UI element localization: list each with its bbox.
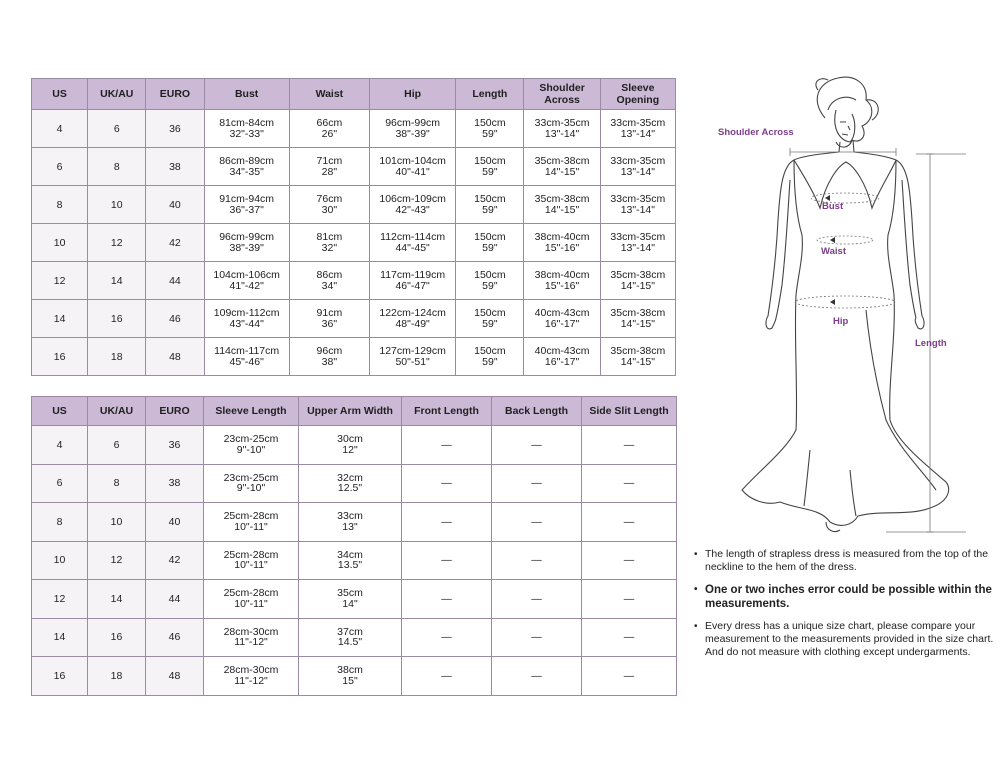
upper-arm-width-inch: 14"	[342, 597, 358, 610]
sleeve-length-cm: 25cm-28cm	[223, 587, 279, 600]
bust-cell	[204, 148, 289, 186]
sleeve-length-cell	[204, 426, 299, 465]
dress-illustration	[690, 70, 1000, 540]
upper-arm-width-inch: 15"	[342, 674, 358, 687]
euro-size-cell: 38	[146, 464, 204, 503]
euro-size-cell: 44	[146, 262, 204, 300]
shoulder-cm: 40cm-43cm	[534, 307, 590, 319]
sleeve-length-cm: 28cm-30cm	[223, 625, 279, 638]
waist-cell	[289, 338, 369, 376]
waist-inch: 38"	[321, 355, 338, 368]
waist-cm: 86cm	[316, 269, 343, 281]
waist-cm: 81cm	[316, 231, 343, 243]
sleeve-length-cell	[204, 541, 299, 580]
length-cm: 150cm	[474, 345, 506, 357]
side-slit-length-cell: —	[582, 464, 677, 503]
size-chart-table-sleeves	[31, 396, 677, 696]
upper-arm-width-inch: 12"	[342, 443, 358, 456]
waist-inch: 28"	[321, 165, 338, 178]
sleeve-length-inch: 10"-11"	[234, 520, 268, 533]
us-size-cell: 8	[32, 503, 88, 542]
us-size-cell: 4	[32, 110, 88, 148]
length-cell	[456, 300, 524, 338]
waist-cell	[289, 262, 369, 300]
sleeve-cell	[600, 186, 675, 224]
shoulder-inch: 16"-17"	[544, 355, 580, 368]
shoulder-inch: 15"-16"	[544, 279, 580, 292]
bust-cell	[204, 186, 289, 224]
sleeve-length-inch: 10"-11"	[234, 597, 268, 610]
back-length-cell: —	[492, 618, 582, 657]
hip-label: Hip	[833, 316, 849, 327]
header-bust: Bust	[204, 79, 289, 110]
header-hip: Hip	[370, 79, 456, 110]
euro-size-cell: 42	[146, 541, 204, 580]
front-length-cell: —	[402, 580, 492, 619]
sleeve-length-cell	[204, 657, 299, 696]
euro-size-cell: 48	[146, 338, 204, 376]
side-slit-length-cell: —	[582, 503, 677, 542]
bust-cm: 96cm-99cm	[219, 231, 275, 243]
table-header-row	[32, 79, 676, 110]
sleeve-length-inch: 10"-11"	[234, 559, 268, 572]
hip-cm: 101cm-104cm	[379, 155, 446, 167]
sleeve-length-inch: 9"-10"	[236, 482, 266, 495]
sleeve-cm: 35cm-38cm	[610, 345, 666, 357]
sleeve-inch: 14"-15"	[620, 317, 655, 330]
back-length-cell: —	[492, 503, 582, 542]
table-row	[32, 580, 677, 619]
upper-arm-width-cell	[299, 618, 402, 657]
waist-cm: 71cm	[316, 155, 343, 167]
sleeve-inch: 13"-14"	[620, 203, 655, 216]
upper-arm-width-inch: 14.5"	[337, 636, 363, 649]
length-inch: 59"	[482, 317, 498, 330]
table-row	[32, 541, 677, 580]
table-row	[32, 262, 676, 300]
euro-size-cell: 40	[146, 186, 204, 224]
length-cell	[456, 338, 524, 376]
shoulder-cell	[524, 186, 600, 224]
us-size-cell: 12	[32, 262, 88, 300]
sleeve-length-cm: 25cm-28cm	[223, 510, 279, 523]
upper-arm-width-cm: 33cm	[337, 510, 363, 523]
sleeve-length-cm: 25cm-28cm	[223, 548, 279, 561]
bust-cell	[204, 224, 289, 262]
uk-size-cell: 10	[88, 186, 146, 224]
length-cell	[456, 148, 524, 186]
bust-label: Bust	[822, 201, 844, 212]
header-sleeve-opening: Sleeve Opening	[600, 79, 675, 110]
hip-cm: 117cm-119cm	[380, 269, 446, 281]
side-slit-length-cell: —	[582, 657, 677, 696]
hip-inch: 50"-51"	[395, 355, 430, 368]
us-size-cell: 6	[32, 464, 88, 503]
upper-arm-width-cm: 30cm	[337, 433, 363, 446]
sleeve-cell	[600, 148, 675, 186]
uk-size-cell: 12	[88, 224, 146, 262]
waist-inch: 34"	[321, 279, 338, 292]
bust-cm: 109cm-112cm	[213, 307, 280, 319]
sleeve-inch: 14"-15"	[620, 279, 655, 292]
sleeve-length-inch: 11"-12"	[234, 636, 268, 649]
sleeve-cell	[600, 110, 675, 148]
shoulder-inch: 14"-15"	[544, 203, 580, 216]
header-waist: Waist	[289, 79, 369, 110]
sleeve-inch: 13"-14"	[620, 127, 655, 140]
waist-inch: 32"	[321, 241, 338, 254]
bust-inch: 34"-35"	[229, 165, 264, 178]
uk-size-cell: 16	[88, 300, 146, 338]
waist-cm: 91cm	[316, 307, 343, 319]
header-side-slit-length: Side Slit Length	[582, 397, 677, 426]
euro-size-cell: 36	[146, 426, 204, 465]
shoulder-inch: 15"-16"	[544, 241, 580, 254]
euro-size-cell: 46	[146, 618, 204, 657]
hip-inch: 40"-41"	[395, 165, 430, 178]
table-row	[32, 148, 676, 186]
uk-size-cell: 14	[88, 580, 146, 619]
length-label: Length	[915, 338, 947, 349]
upper-arm-width-cell	[299, 426, 402, 465]
hip-cm: 122cm-124cm	[379, 307, 446, 319]
front-length-cell: —	[402, 541, 492, 580]
shoulder-inch: 14"-15"	[544, 165, 580, 178]
note-text: Every dress has a unique size chart, please compare your measurement to the measurements provided in the size chart. And do not measure with clothing except undergarments.	[705, 620, 994, 658]
bust-cm: 91cm-94cm	[219, 193, 275, 205]
shoulder-cm: 40cm-43cm	[534, 345, 590, 357]
bust-inch: 41"-42"	[229, 279, 264, 292]
bust-cm: 86cm-89cm	[219, 155, 275, 167]
uk-size-cell: 12	[88, 541, 146, 580]
us-size-cell: 14	[32, 618, 88, 657]
sleeve-cm: 33cm-35cm	[610, 193, 666, 205]
bust-cm: 81cm-84cm	[219, 117, 275, 129]
waist-cell	[289, 148, 369, 186]
uk-size-cell: 14	[88, 262, 146, 300]
sleeve-length-cm: 28cm-30cm	[223, 664, 279, 677]
header-sleeve-length: Sleeve Length	[204, 397, 299, 426]
note-item	[694, 620, 994, 659]
length-cm: 150cm	[474, 117, 506, 129]
bust-inch: 36"-37"	[229, 203, 264, 216]
length-inch: 59"	[482, 203, 498, 216]
us-size-cell: 14	[32, 300, 88, 338]
upper-arm-width-cell	[299, 503, 402, 542]
table-row	[32, 224, 676, 262]
back-length-cell: —	[492, 464, 582, 503]
header-upper-arm-width: Upper Arm Width	[299, 397, 402, 426]
hip-cell	[370, 110, 456, 148]
header-euro: EURO	[146, 397, 204, 426]
shoulder-cm: 33cm-35cm	[534, 117, 590, 129]
uk-size-cell: 8	[88, 464, 146, 503]
length-inch: 59"	[482, 165, 498, 178]
hip-cm: 127cm-129cm	[379, 345, 446, 357]
bust-cm: 104cm-106cm	[213, 269, 280, 281]
table-row	[32, 618, 677, 657]
hip-cm: 96cm-99cm	[385, 117, 441, 129]
upper-arm-width-cm: 38cm	[337, 664, 363, 677]
sleeve-length-cell	[204, 580, 299, 619]
uk-size-cell: 16	[88, 618, 146, 657]
us-size-cell: 16	[32, 338, 88, 376]
shoulder-cm: 35cm-38cm	[534, 193, 590, 205]
front-length-cell: —	[402, 503, 492, 542]
sleeve-cm: 33cm-35cm	[610, 117, 666, 129]
hip-cm: 112cm-114cm	[380, 231, 446, 243]
euro-size-cell: 48	[146, 657, 204, 696]
upper-arm-width-cell	[299, 464, 402, 503]
hip-cell	[370, 186, 456, 224]
hip-inch: 46"-47"	[395, 279, 430, 292]
length-cell	[456, 262, 524, 300]
waist-inch: 30"	[321, 203, 338, 216]
bullet-icon: •	[694, 621, 698, 632]
bullet-icon: •	[694, 584, 698, 595]
bust-cell	[204, 300, 289, 338]
length-cm: 150cm	[474, 193, 506, 205]
sleeve-cell	[600, 338, 675, 376]
header-us: US	[32, 397, 88, 426]
sleeve-cm: 35cm-38cm	[610, 269, 666, 281]
shoulder-cm: 38cm-40cm	[534, 269, 590, 281]
uk-size-cell: 18	[88, 657, 146, 696]
bust-inch: 43"-44"	[229, 317, 264, 330]
header-uk-au: UK/AU	[88, 397, 146, 426]
back-length-cell: —	[492, 426, 582, 465]
shoulder-cell	[524, 262, 600, 300]
upper-arm-width-cm: 34cm	[337, 548, 363, 561]
header-length: Length	[456, 79, 524, 110]
table-row	[32, 426, 677, 465]
waist-cell	[289, 224, 369, 262]
bust-cm: 114cm-117cm	[214, 345, 280, 357]
table-body	[32, 426, 677, 696]
waist-cm: 66cm	[316, 117, 343, 129]
sleeve-length-inch: 11"-12"	[234, 674, 268, 687]
shoulder-cm: 38cm-40cm	[534, 231, 590, 243]
waist-label: Waist	[821, 246, 846, 257]
header-uk-au: UK/AU	[88, 79, 146, 110]
sleeve-length-cell	[204, 618, 299, 657]
hip-cell	[370, 338, 456, 376]
shoulder-across-label: Shoulder Across	[718, 127, 794, 138]
hip-inch: 44"-45"	[395, 241, 430, 254]
bust-inch: 45"-46"	[229, 355, 264, 368]
euro-size-cell: 46	[146, 300, 204, 338]
bust-inch: 38"-39"	[229, 241, 264, 254]
sleeve-length-cell	[204, 503, 299, 542]
shoulder-cell	[524, 300, 600, 338]
shoulder-cm: 35cm-38cm	[534, 155, 590, 167]
shoulder-inch: 16"-17"	[544, 317, 580, 330]
side-slit-length-cell: —	[582, 580, 677, 619]
us-size-cell: 8	[32, 186, 88, 224]
upper-arm-width-cm: 37cm	[337, 625, 363, 638]
hip-cm: 106cm-109cm	[379, 193, 446, 205]
waist-inch: 36"	[321, 317, 338, 330]
waist-cell	[289, 300, 369, 338]
front-length-cell: —	[402, 657, 492, 696]
length-inch: 59"	[482, 279, 498, 292]
sleeve-length-cm: 23cm-25cm	[223, 471, 279, 484]
upper-arm-width-cell	[299, 657, 402, 696]
back-length-cell: —	[492, 580, 582, 619]
header-euro: EURO	[146, 79, 204, 110]
length-inch: 59"	[482, 355, 498, 368]
sleeve-inch: 14"-15"	[620, 355, 655, 368]
euro-size-cell: 36	[146, 110, 204, 148]
hip-cell	[370, 224, 456, 262]
header-back-length: Back Length	[492, 397, 582, 426]
table-row	[32, 338, 676, 376]
upper-arm-width-inch: 12.5"	[337, 482, 363, 495]
side-slit-length-cell: —	[582, 426, 677, 465]
length-cell	[456, 186, 524, 224]
table-row	[32, 657, 677, 696]
header-us: US	[32, 79, 88, 110]
sleeve-length-cm: 23cm-25cm	[223, 433, 279, 446]
length-cm: 150cm	[474, 155, 506, 167]
side-slit-length-cell: —	[582, 618, 677, 657]
uk-size-cell: 6	[88, 110, 146, 148]
sleeve-cell	[600, 300, 675, 338]
length-inch: 59"	[482, 127, 498, 140]
size-chart-table-main	[31, 78, 676, 376]
uk-size-cell: 6	[88, 426, 146, 465]
front-length-cell: —	[402, 426, 492, 465]
upper-arm-width-inch: 13.5"	[337, 559, 363, 572]
sleeve-length-cell	[204, 464, 299, 503]
sleeve-cell	[600, 224, 675, 262]
uk-size-cell: 18	[88, 338, 146, 376]
upper-arm-width-cm: 32cm	[337, 471, 363, 484]
side-slit-length-cell: —	[582, 541, 677, 580]
sleeve-cm: 35cm-38cm	[610, 307, 666, 319]
hip-cell	[370, 148, 456, 186]
header-front-length: Front Length	[402, 397, 492, 426]
length-cm: 150cm	[474, 269, 506, 281]
length-cm: 150cm	[474, 307, 506, 319]
shoulder-cell	[524, 224, 600, 262]
sleeve-cm: 33cm-35cm	[610, 155, 666, 167]
waist-cm: 76cm	[316, 193, 343, 205]
front-length-cell: —	[402, 464, 492, 503]
euro-size-cell: 40	[146, 503, 204, 542]
note-item	[694, 583, 994, 611]
us-size-cell: 10	[32, 541, 88, 580]
length-cm: 150cm	[474, 231, 506, 243]
bullet-icon: •	[694, 549, 698, 560]
dress-measurement-figure	[690, 70, 1000, 540]
waist-cell	[289, 110, 369, 148]
sleeve-inch: 13"-14"	[620, 241, 655, 254]
us-size-cell: 4	[32, 426, 88, 465]
euro-size-cell: 42	[146, 224, 204, 262]
shoulder-cell	[524, 148, 600, 186]
us-size-cell: 6	[32, 148, 88, 186]
waist-cell	[289, 186, 369, 224]
upper-arm-width-inch: 13"	[342, 520, 358, 533]
upper-arm-width-cell	[299, 580, 402, 619]
euro-size-cell: 38	[146, 148, 204, 186]
table-row	[32, 110, 676, 148]
us-size-cell: 10	[32, 224, 88, 262]
hip-cell	[370, 262, 456, 300]
bust-cell	[204, 110, 289, 148]
front-length-cell: —	[402, 618, 492, 657]
bust-inch: 32"-33"	[229, 127, 264, 140]
hip-inch: 38"-39"	[395, 127, 430, 140]
header-shoulder-across: Shoulder Across	[524, 79, 600, 110]
sleeve-length-inch: 9"-10"	[236, 443, 266, 456]
table-row	[32, 503, 677, 542]
bust-cell	[204, 338, 289, 376]
sleeve-inch: 13"-14"	[620, 165, 655, 178]
length-cell	[456, 110, 524, 148]
back-length-cell: —	[492, 541, 582, 580]
hip-inch: 42"-43"	[395, 203, 430, 216]
note-text: The length of strapless dress is measured from the top of the neckline to the hem of the dress.	[705, 548, 989, 573]
upper-arm-width-cell	[299, 541, 402, 580]
us-size-cell: 12	[32, 580, 88, 619]
us-size-cell: 16	[32, 657, 88, 696]
table-header-row	[32, 397, 677, 426]
shoulder-cell	[524, 338, 600, 376]
sleeve-cell	[600, 262, 675, 300]
sleeve-cm: 33cm-35cm	[610, 231, 666, 243]
table-row	[32, 300, 676, 338]
waist-cm: 96cm	[316, 345, 343, 357]
table-row	[32, 464, 677, 503]
bust-cell	[204, 262, 289, 300]
euro-size-cell: 44	[146, 580, 204, 619]
hip-cell	[370, 300, 456, 338]
table-body	[32, 110, 676, 376]
back-length-cell: —	[492, 657, 582, 696]
uk-size-cell: 10	[88, 503, 146, 542]
shoulder-inch: 13"-14"	[544, 127, 580, 140]
length-cell	[456, 224, 524, 262]
note-item	[694, 548, 994, 574]
uk-size-cell: 8	[88, 148, 146, 186]
table-row	[32, 186, 676, 224]
hip-inch: 48"-49"	[395, 317, 430, 330]
length-inch: 59"	[482, 241, 498, 254]
measurement-notes	[694, 548, 994, 668]
waist-inch: 26"	[321, 127, 338, 140]
note-text: One or two inches error could be possible within the measurements.	[705, 584, 992, 610]
shoulder-cell	[524, 110, 600, 148]
upper-arm-width-cm: 35cm	[337, 587, 363, 600]
